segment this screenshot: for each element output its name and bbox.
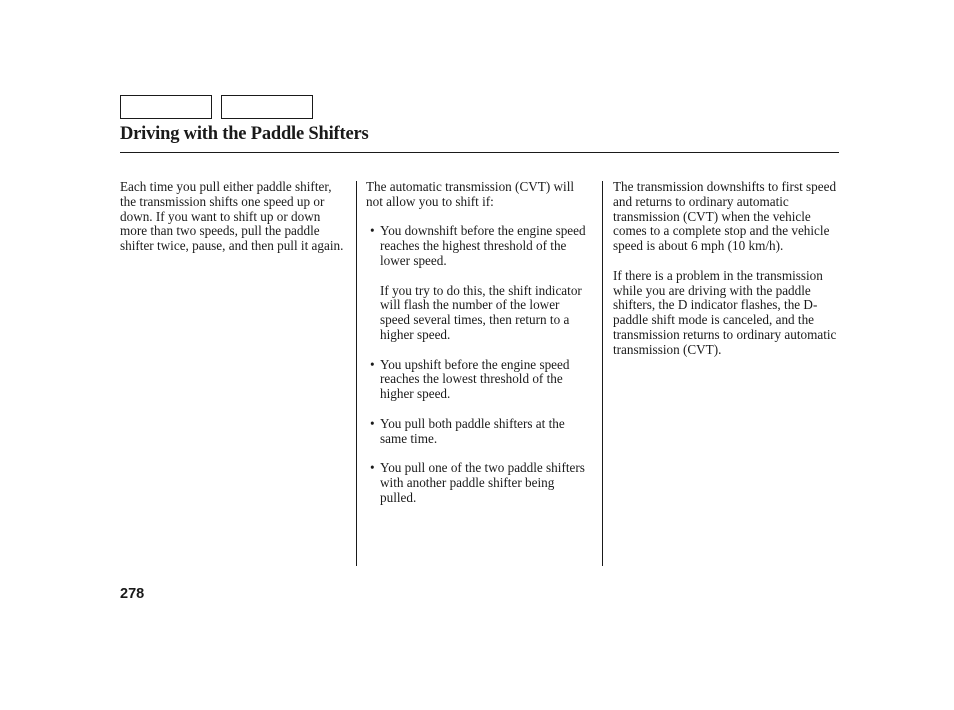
bullet-text: You downshift before the engine speed reaches the highest threshold of the lower speed. (380, 223, 586, 268)
column-divider (602, 181, 603, 566)
text-column-1 (120, 180, 348, 269)
bullet-text: You pull both paddle shifters at the same time. (380, 415, 565, 446)
title-divider (120, 152, 839, 153)
bullet-icon: • (370, 415, 375, 431)
bullet-icon: • (370, 460, 375, 476)
bullet-text: You pull one of the two paddle shifters with another paddle shifter being pulled. (380, 460, 585, 505)
nav-tab-box-1[interactable] (120, 95, 212, 119)
text-column-2 (366, 180, 592, 520)
nav-tab-box-2[interactable] (221, 95, 313, 119)
paragraph: The transmission downshifts to first speed and returns to ordinary automatic transmission (CVT) when the vehicle comes to a complete stop and the vehicle speed is about 6 mph (10 km/h). (613, 179, 837, 254)
column-divider (356, 181, 357, 566)
page-number: 278 (120, 586, 145, 602)
bullet-item (366, 461, 592, 505)
intro-paragraph: The automatic transmission (CVT) will not allow you to shift if: (366, 179, 575, 209)
bullet-note: If you try to do this, the shift indicator will flash the number of the lower speed several times, then return to a higher speed. (380, 282, 582, 342)
bullet-text: You upshift before the engine speed reaches the lowest threshold of the higher speed. (380, 356, 570, 402)
bullet-item (366, 224, 592, 268)
bullet-item (366, 417, 592, 447)
bullet-icon: • (370, 223, 375, 239)
paragraph: Each time you pull either paddle shifter, the transmission shifts one speed up or down. If you want to shift up or down more than two speeds, pull the paddle shifter twice, pause, and then pull it again. (120, 179, 344, 254)
paragraph: If there is a problem in the transmission while you are driving with the paddle shifters, the D indicator flashes, the D-paddle shift mode is canceled, and the transmission returns to ordinary automatic transmission (CVT). (613, 267, 837, 357)
text-column-3 (613, 180, 841, 372)
page-title: Driving with the Paddle Shifters (120, 124, 369, 144)
bullet-item (366, 358, 592, 402)
bullet-icon: • (370, 356, 375, 372)
